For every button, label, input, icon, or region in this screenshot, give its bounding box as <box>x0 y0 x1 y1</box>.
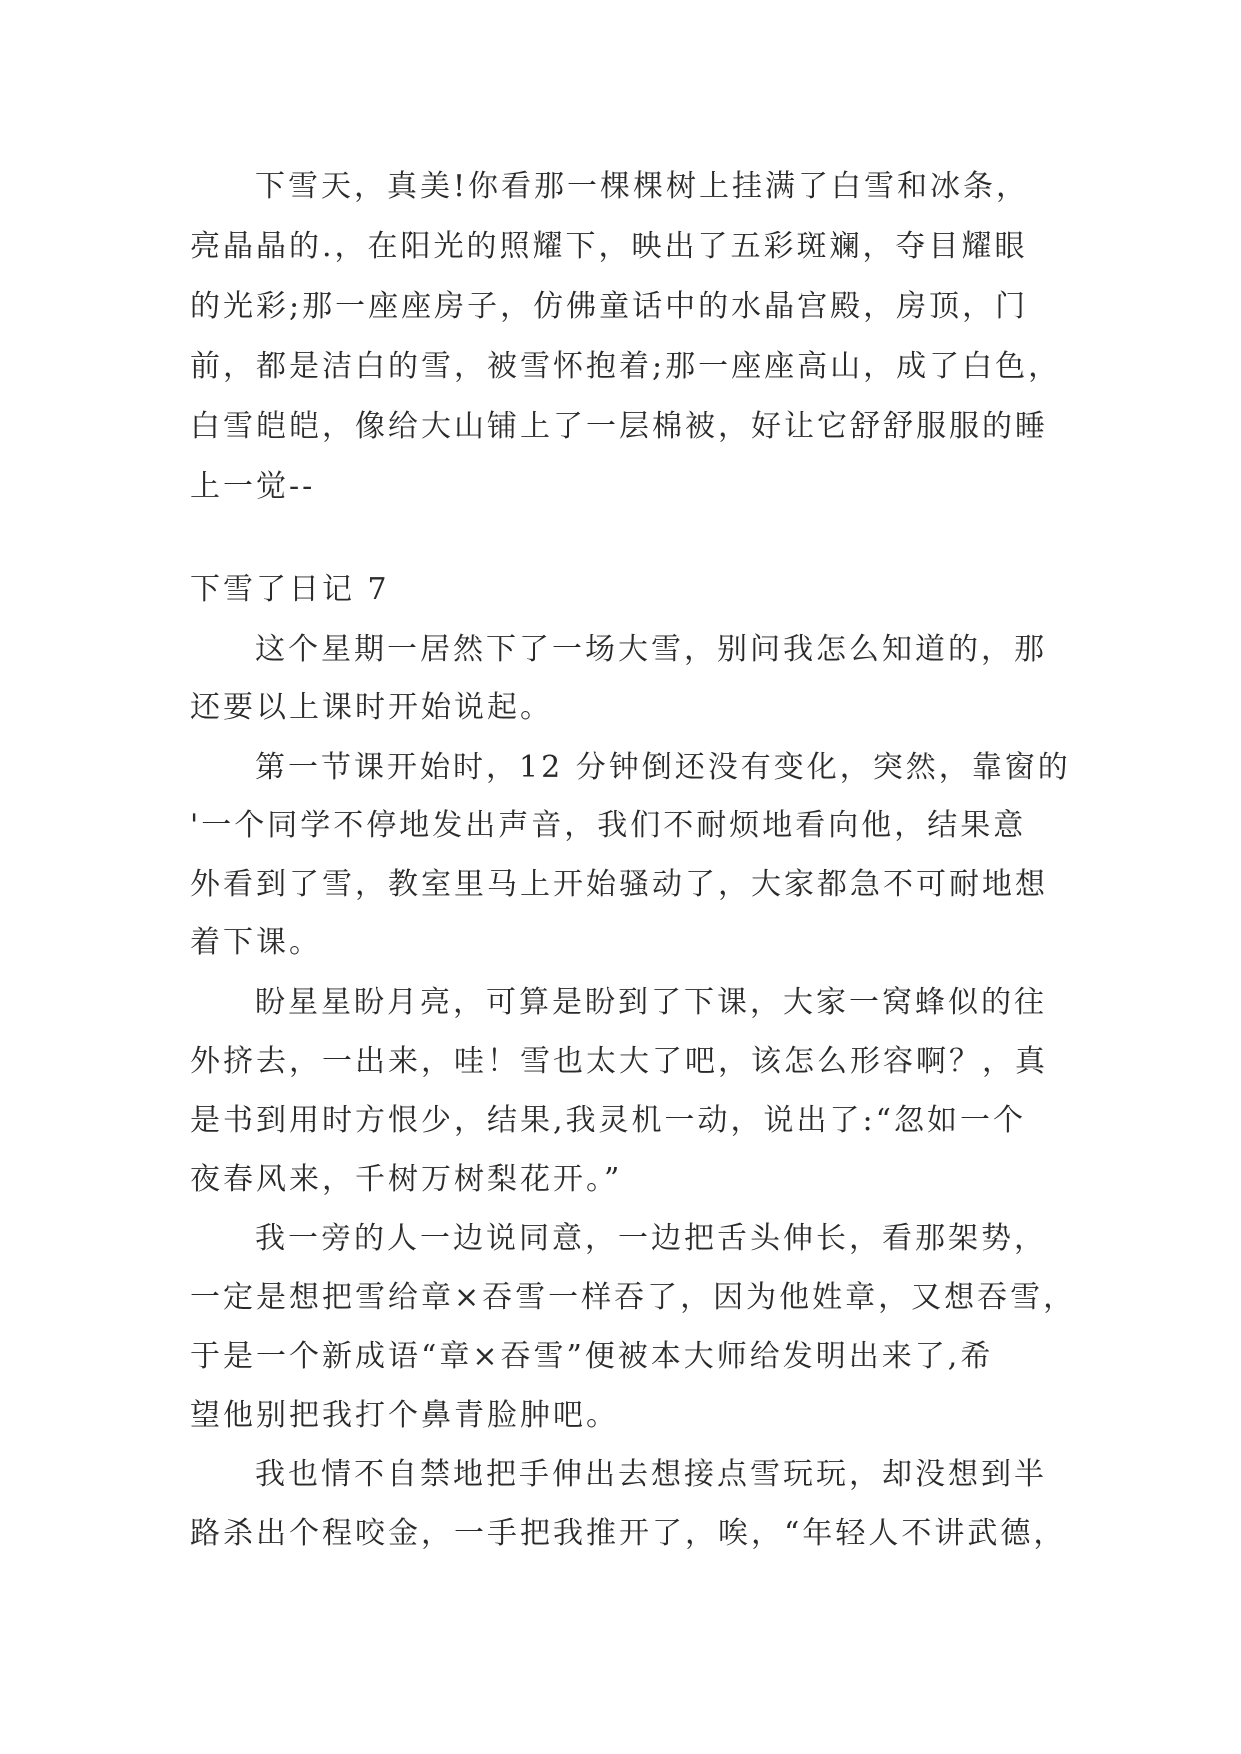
text-line: 一定是想把雪给章×吞雪一样吞了，因为他姓章，又想吞雪， <box>190 1280 1077 1315</box>
text-line: 上一觉-- <box>190 469 316 504</box>
text-line: 是书到用时方恨少，结果,我灵机一动，说出了:“忽如一个 <box>190 1103 1026 1138</box>
text-line: 这个星期一居然下了一场大雪，别问我怎么知道的，那 <box>255 632 1047 667</box>
section-title: 下雪了日记 7 <box>190 572 390 607</box>
text-line: 下雪天，真美!你看那一棵棵树上挂满了白雪和冰条， <box>255 169 1030 204</box>
text-line: 第一节课开始时，12 分钟倒还没有变化，突然，靠窗的 <box>255 750 1071 785</box>
text-line: 我也情不自禁地把手伸出去想接点雪玩玩，却没想到半 <box>255 1457 1047 1492</box>
text-line: 我一旁的人一边说同意，一边把舌头伸长，看那架势， <box>255 1221 1047 1256</box>
text-line: 外挤去，一出来，哇！雪也太大了吧，该怎么形容啊？，真 <box>190 1044 1048 1079</box>
text-line: 盼星星盼月亮，可算是盼到了下课，大家一窝蜂似的往 <box>255 985 1047 1020</box>
text-line: 前，都是洁白的雪，被雪怀抱着;那一座座高山，成了白色， <box>190 349 1062 384</box>
text-line: 夜春风来，千树万树梨花开。” <box>190 1162 623 1197</box>
text-line: '一个同学不停地发出声音，我们不耐烦地看向他，结果意 <box>190 808 1027 843</box>
text-line: 于是一个新成语“章×吞雪”便被本大师给发明出来了,希 <box>190 1339 994 1374</box>
text-line: 白雪皑皑，像给大山铺上了一层棉被，好让它舒舒服服的睡 <box>190 409 1048 444</box>
text-line: 还要以上课时开始说起。 <box>190 690 553 725</box>
text-line: 亮晶晶的.，在阳光的照耀下，映出了五彩斑斓，夺目耀眼 <box>190 229 1028 264</box>
text-line: 着下课。 <box>190 925 322 960</box>
text-line: 外看到了雪，教室里马上开始骚动了，大家都急不可耐地想 <box>190 867 1048 902</box>
text-line: 望他别把我打个鼻青脸肿吧。 <box>190 1398 619 1433</box>
text-line: 的光彩;那一座座房子，仿佛童话中的水晶宫殿，房顶，门 <box>190 289 1029 324</box>
text-line: 路杀出个程咬金，一手把我推开了，唉，“年轻人不讲武德， <box>190 1516 1067 1551</box>
